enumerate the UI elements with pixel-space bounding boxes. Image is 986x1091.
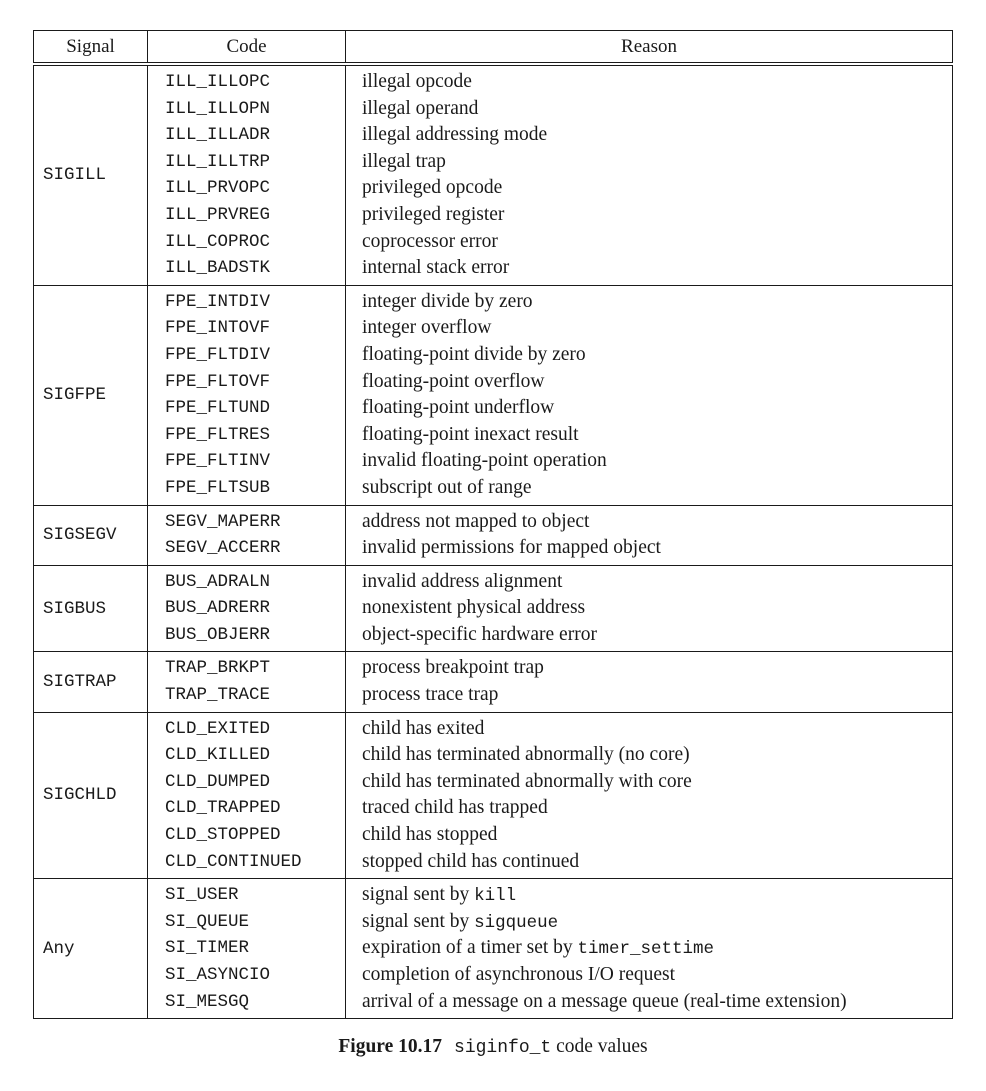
code-value: FPE_INTOVF <box>165 318 271 339</box>
reason-line <box>362 822 952 849</box>
reason-line <box>362 422 952 449</box>
code-value: TRAP_TRACE <box>165 685 271 706</box>
signal-name: SIGFPE <box>34 285 148 505</box>
reason-text: child has exited <box>362 717 485 739</box>
reason-text: floating-point divide by zero <box>362 343 586 365</box>
reason-text: invalid floating-point operation <box>362 450 607 472</box>
reason-cell <box>346 565 953 652</box>
reason-text: child has terminated abnormally with core <box>362 770 692 792</box>
header-signal: Signal <box>34 31 148 65</box>
reason-text: nonexistent physical address <box>362 597 586 619</box>
reason-line <box>362 595 952 622</box>
code-value: FPE_FLTINV <box>165 451 271 472</box>
reason-line <box>362 795 952 822</box>
reason-text: completion of asynchronous I/O request <box>362 964 676 985</box>
code-value: ILL_ILLOPN <box>165 98 271 119</box>
code-cell <box>148 505 346 565</box>
signal-group-row <box>34 652 953 712</box>
code-value: BUS_ADRERR <box>165 598 271 619</box>
reason-line <box>362 962 952 989</box>
reason-text: privileged opcode <box>362 177 503 199</box>
reason-line <box>362 509 952 536</box>
reason-text: process trace trap <box>362 684 499 706</box>
reason-text: invalid permissions for mapped object <box>362 537 661 559</box>
reason-text: illegal operand <box>362 97 479 119</box>
code-value: SEGV_MAPERR <box>165 511 281 532</box>
code-value: SI_MESGQ <box>165 991 250 1012</box>
figure-caption-code: siginfo_t <box>454 1038 552 1058</box>
reason-text: signal sent by <box>362 884 475 906</box>
code-value: ILL_ILLTRP <box>165 151 271 172</box>
signal-name: SIGTRAP <box>34 652 148 712</box>
reason-text: floating-point inexact result <box>362 423 579 445</box>
reason-text: illegal trap <box>362 150 446 172</box>
reason-cell <box>346 652 953 712</box>
code-value: ILL_BADSTK <box>165 258 271 279</box>
reason-text: arrival of a message on a message queue (real-time extension) <box>362 990 847 1012</box>
reason-line <box>362 369 952 396</box>
header-row <box>34 31 953 65</box>
reason-text: subscript out of range <box>362 476 532 498</box>
code-value: ILL_ILLADR <box>165 125 271 146</box>
signal-name: SIGILL <box>34 64 148 285</box>
reason-text: integer overflow <box>362 317 492 339</box>
reason-text: stopped child has continued <box>362 850 580 872</box>
code-value: CLD_DUMPED <box>165 771 271 792</box>
signal-name: SIGBUS <box>34 565 148 652</box>
header-code: Code <box>148 31 346 65</box>
reason-line <box>362 989 952 1016</box>
code-value: BUS_ADRALN <box>165 571 271 592</box>
code-value: CLD_TRAPPED <box>165 798 281 819</box>
code-value: FPE_FLTDIV <box>165 344 271 365</box>
code-value: CLD_EXITED <box>165 718 271 739</box>
reason-line <box>362 742 952 769</box>
reason-line <box>362 289 952 316</box>
reason-line <box>362 96 952 123</box>
reason-text: integer divide by zero <box>362 290 533 312</box>
signal-group-row <box>34 712 953 879</box>
reason-line <box>362 255 952 282</box>
reason-text: floating-point underflow <box>362 397 555 419</box>
code-value: SI_USER <box>165 885 239 906</box>
signal-name: SIGSEGV <box>34 505 148 565</box>
reason-text: address not mapped to object <box>362 510 590 532</box>
siginfo-code-table <box>33 30 953 1019</box>
code-value: FPE_FLTRES <box>165 424 271 445</box>
reason-text: illegal opcode <box>362 71 472 92</box>
code-cell <box>148 565 346 652</box>
reason-text: illegal addressing mode <box>362 124 548 146</box>
signal-group-row <box>34 505 953 565</box>
code-cell <box>148 652 346 712</box>
reason-cell <box>346 505 953 565</box>
code-value: SI_TIMER <box>165 938 250 959</box>
reason-line <box>362 849 952 876</box>
reason-function-name: sigqueue <box>474 912 559 933</box>
reason-line <box>362 175 952 202</box>
reason-function-name: kill <box>474 886 517 907</box>
reason-text: invalid address alignment <box>362 570 563 592</box>
code-cell <box>148 64 346 285</box>
code-value: CLD_STOPPED <box>165 825 281 846</box>
code-value: TRAP_BRKPT <box>165 658 271 679</box>
code-value: CLD_KILLED <box>165 745 271 766</box>
reason-text: privileged register <box>362 203 505 225</box>
reason-cell <box>346 64 953 285</box>
code-cell <box>148 712 346 879</box>
code-value: BUS_OBJERR <box>165 624 271 645</box>
signal-group-row <box>34 565 953 652</box>
reason-cell <box>346 712 953 879</box>
code-value: FPE_FLTSUB <box>165 477 271 498</box>
code-cell <box>148 285 346 505</box>
code-value: ILL_PRVREG <box>165 204 271 225</box>
signal-group-row <box>34 64 953 285</box>
figure-caption <box>0 1036 986 1058</box>
reason-text: coprocessor error <box>362 230 498 252</box>
reason-text: object-specific hardware error <box>362 623 597 645</box>
code-value: FPE_FLTUND <box>165 398 271 419</box>
reason-text: signal sent by <box>362 910 475 932</box>
code-value: CLD_CONTINUED <box>165 851 302 872</box>
signal-group-row <box>34 879 953 1019</box>
reason-line <box>362 69 952 96</box>
header-reason: Reason <box>346 31 953 65</box>
reason-line <box>362 682 952 709</box>
reason-line <box>362 935 952 962</box>
code-value: SI_QUEUE <box>165 911 250 932</box>
code-value: SI_ASYNCIO <box>165 965 271 985</box>
reason-line <box>362 395 952 422</box>
reason-line <box>362 769 952 796</box>
reason-text: process breakpoint trap <box>362 657 544 679</box>
signal-name: Any <box>34 879 148 1019</box>
reason-line <box>362 202 952 229</box>
reason-line <box>362 342 952 369</box>
reason-text: child has terminated abnormally (no core) <box>362 744 690 766</box>
reason-line <box>362 315 952 342</box>
reason-line <box>362 448 952 475</box>
reason-text: traced child has trapped <box>362 797 548 819</box>
reason-function-name: timer_settime <box>577 939 715 960</box>
code-value: FPE_INTDIV <box>165 291 271 312</box>
code-value: FPE_FLTOVF <box>165 371 271 392</box>
reason-line <box>362 882 952 909</box>
reason-line <box>362 655 952 682</box>
reason-cell <box>346 285 953 505</box>
reason-text: expiration of a timer set by <box>362 937 578 959</box>
reason-text: floating-point overflow <box>362 370 545 392</box>
reason-line <box>362 535 952 562</box>
reason-text: internal stack error <box>362 257 510 279</box>
reason-line <box>362 569 952 596</box>
reason-line <box>362 149 952 176</box>
code-value: ILL_ILLOPC <box>165 72 271 92</box>
reason-line <box>362 122 952 149</box>
reason-line <box>362 229 952 256</box>
reason-cell <box>346 879 953 1019</box>
reason-line <box>362 716 952 743</box>
code-value: ILL_PRVOPC <box>165 178 271 199</box>
code-value: SEGV_ACCERR <box>165 538 281 559</box>
reason-line <box>362 622 952 649</box>
figure-caption-text: code values <box>551 1036 648 1057</box>
reason-line <box>362 909 952 936</box>
code-cell <box>148 879 346 1019</box>
code-value: ILL_COPROC <box>165 231 271 252</box>
signal-name: SIGCHLD <box>34 712 148 879</box>
reason-line <box>362 475 952 502</box>
signal-group-row <box>34 285 953 505</box>
reason-text: child has stopped <box>362 824 498 846</box>
figure-label: Figure 10.17 <box>338 1036 443 1057</box>
